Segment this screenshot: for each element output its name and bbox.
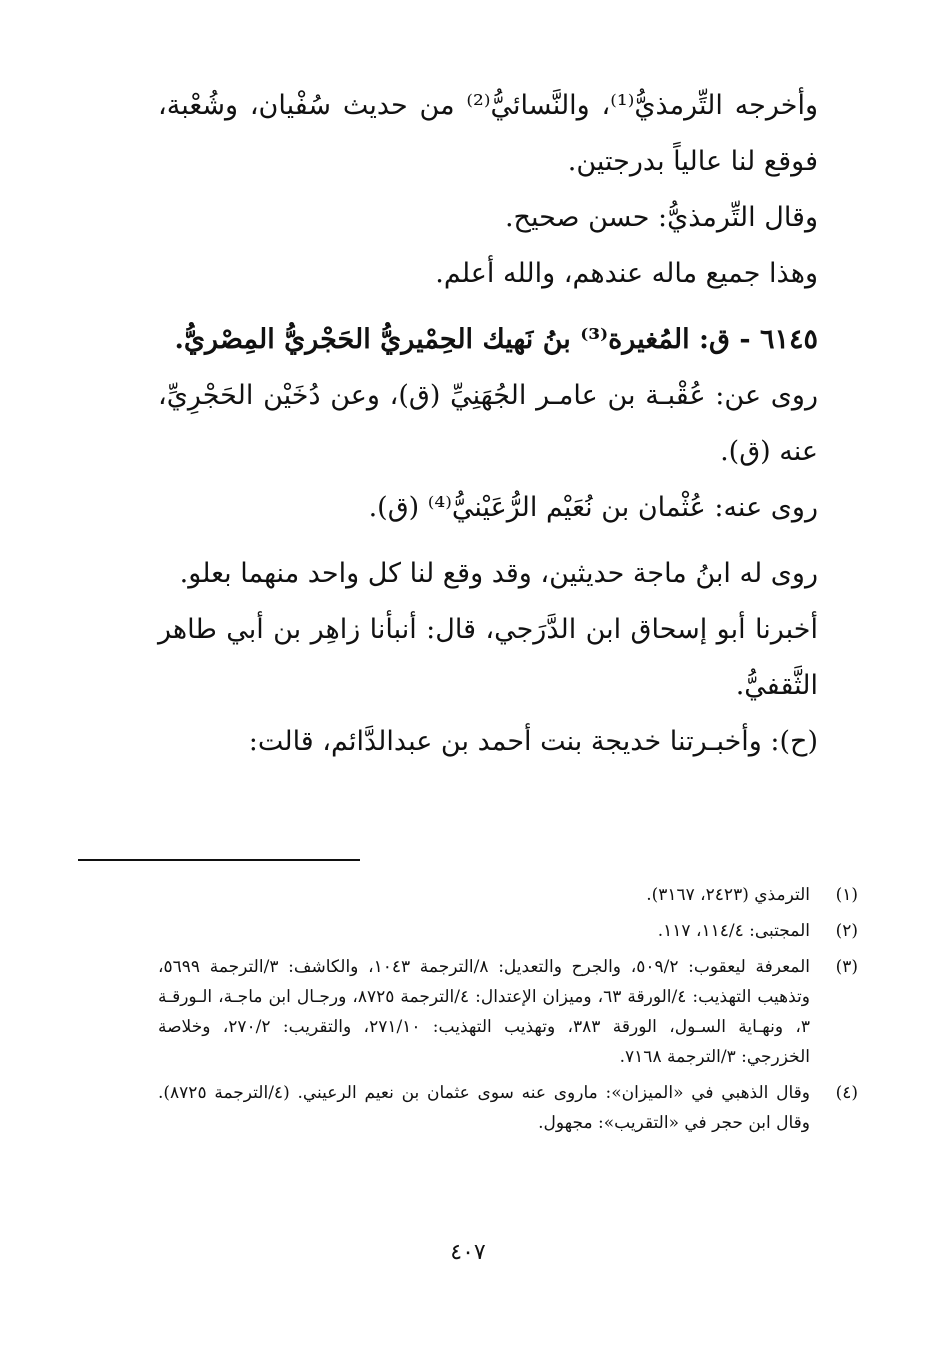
paragraph-takhrij: وأخرجه التِّرمذيُّ⁽¹⁾، والنَّسائيُّ⁽²⁾ من حديث سُفْيان، وشُعْبة، فوقع لنا عالياً بدرجتين.	[158, 90, 818, 177]
paragraph-ibn-majah: روى له ابنُ ماجة حديثين، وقد وقع لنا كل واحد منهما بعلو.	[179, 558, 818, 589]
page-number: ٤٠٧	[450, 1240, 486, 1265]
footnote-text: المجتبى: ١١٤/٤، ١١٧.	[657, 921, 810, 941]
footnote-item	[158, 1078, 858, 1138]
footnote-text: وقال الذهبي في «الميزان»: ماروى عنه سوى عثمان بن نعيم الرعيني. (٤/الترجمة ٨٧٢٥). وقال ابن حجر في «التقريب»: مجهول.	[158, 1083, 810, 1133]
footnote-number: (٤)	[835, 1083, 858, 1103]
footnote-text: الترمذي (٢٤٢٣، ٣١٦٧).	[646, 885, 810, 905]
entry-heading: ٦١٤٥ - ق: المُغيرة⁽³⁾ بنُ نَهيك الحِمْيريُّ الحَجْريُّ المِصْريُّ.	[174, 324, 818, 355]
footnotes	[158, 880, 858, 1144]
footnote-item	[158, 880, 858, 910]
footnote-number: (٢)	[835, 921, 858, 941]
paragraph-conclusion: وهذا جميع ماله عندهم، والله أعلم.	[435, 258, 818, 289]
paragraph-tirmidhi-grade: وقال التِّرمذيُّ: حسن صحيح.	[504, 202, 818, 233]
footnote-item	[158, 916, 858, 946]
paragraph-narrated-from: روى عن: عُقْبـة بن عامـر الجُهَنِيِّ (ق)، وعن دُخَيْن الحَجْرِيِّ، عنه (ق).	[158, 380, 818, 467]
footnote-number: (٣)	[835, 957, 858, 977]
main-text	[158, 78, 858, 770]
paragraph-narrated-by: روى عنه: عُثْمان بن نُعَيْم الرُّعَيْنيُّ⁽⁴⁾ (ق).	[368, 492, 818, 523]
footnote-text: المعرفة ليعقوب: ٥٠٩/٢، والجرح والتعديل: ٨/الترجمة ١٠٤٣، والكاشف: ٣/الترجمة ٥٦٩٩، وتذهيب التهذيب: ٤/الورقة ٦٣، وميزان الإعتدال: ٤/الترجمة ٨٧٢٥، ورجـال ابن ماجـة، الـورقـة ٣، ونهـاية السـول، الورقة ٣٨٣، وتهذيب التهذيب: ٢٧١/١٠، والتقريب: ٢٧٠/٢، وخلاصة الخزرجي: ٣/الترجمة ٧١٦٨.	[158, 957, 811, 1067]
footnote-item	[158, 952, 858, 1072]
footnote-separator	[78, 859, 360, 861]
paragraph-isnad-2: (ح): وأخبـرتنا خديجة بنت أحمد بن عبدالدَّائم، قالت:	[248, 726, 818, 757]
footnote-number: (١)	[835, 885, 858, 905]
paragraph-isnad-1: أخبرنا أبو إسحاق ابن الدَّرَجي، قال: أنبأنا زاهِر بن أبي طاهر الثَّقفيُّ.	[158, 614, 818, 701]
